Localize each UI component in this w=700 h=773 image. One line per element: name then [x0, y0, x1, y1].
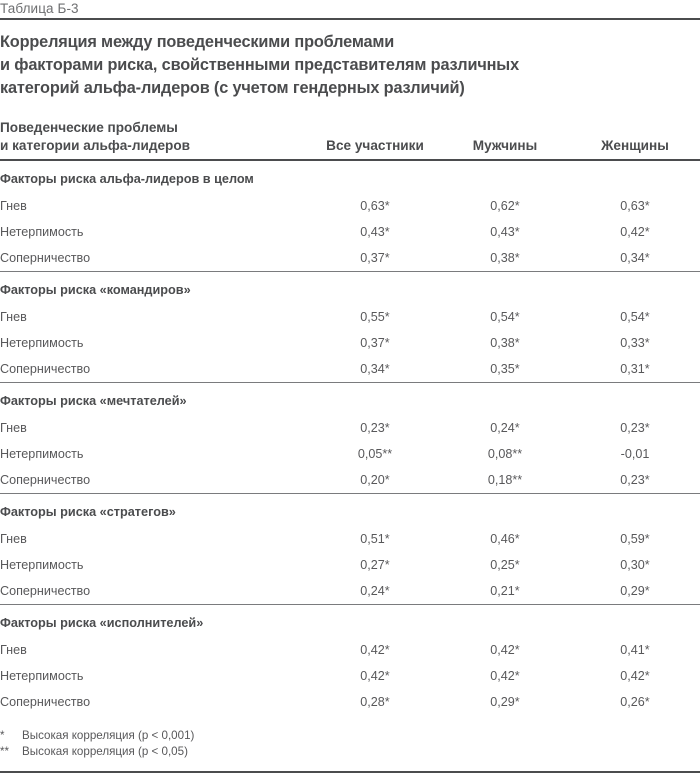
table-row	[0, 467, 700, 493]
row-label: Гнев	[0, 420, 27, 435]
section-title-row	[0, 160, 700, 193]
cell-women: 0,42*	[620, 224, 650, 239]
footnote-text: Высокая корреляция (p < 0,05)	[22, 745, 188, 759]
row-label: Соперничество	[0, 694, 91, 709]
column-header-women: Женщины	[570, 119, 700, 160]
table-row	[0, 330, 700, 356]
cell-all: 0,43*	[360, 224, 390, 239]
row-label: Нетерпимость	[0, 446, 84, 461]
cell-all: 0,51*	[360, 531, 390, 546]
cell-men: 0,62*	[490, 198, 520, 213]
row-label: Гнев	[0, 642, 27, 657]
section-title-row	[0, 604, 700, 637]
table-row	[0, 245, 700, 271]
page-title-line-1: Корреляция между поведенческими проблемами	[0, 33, 395, 51]
cell-women: 0,29*	[620, 583, 650, 598]
cell-all: 0,42*	[360, 642, 390, 657]
cell-women: 0,23*	[620, 420, 650, 435]
table-row	[0, 578, 700, 604]
section-title: Факторы риска «исполнителей»	[0, 615, 204, 630]
cell-women: 0,41*	[620, 642, 650, 657]
table-row	[0, 356, 700, 382]
cell-all: 0,55*	[360, 309, 390, 324]
section-title: Факторы риска «стратегов»	[0, 504, 176, 519]
cell-women: 0,54*	[620, 309, 650, 324]
cell-men: 0,18**	[487, 472, 523, 487]
cell-men: 0,21*	[490, 583, 520, 598]
row-label: Нетерпимость	[0, 224, 84, 239]
table-row	[0, 552, 700, 578]
cell-men: 0,42*	[490, 668, 520, 683]
top-rule	[0, 18, 700, 20]
cell-women: -0,01	[620, 446, 650, 461]
section-title-row	[0, 493, 700, 526]
cell-all: 0,27*	[360, 557, 390, 572]
row-label: Соперничество	[0, 361, 91, 376]
cell-men: 0,08**	[487, 446, 523, 461]
cell-all: 0,24*	[360, 583, 390, 598]
table-header-row	[0, 119, 700, 160]
cell-men: 0,35*	[490, 361, 520, 376]
bottom-rule	[0, 771, 700, 773]
cell-women: 0,63*	[620, 198, 650, 213]
cell-women: 0,42*	[620, 668, 650, 683]
cell-men: 0,38*	[490, 250, 520, 265]
column-header-label-line-2: и категории альфа-лидеров	[0, 138, 190, 154]
cell-women: 0,33*	[620, 335, 650, 350]
cell-women: 0,34*	[620, 250, 650, 265]
table-row	[0, 526, 700, 552]
cell-all: 0,34*	[360, 361, 390, 376]
column-header-all-participants: Все участники	[310, 119, 440, 160]
correlation-table	[0, 119, 700, 715]
column-header-men: Мужчины	[440, 119, 570, 160]
footnote-mark: *	[0, 728, 5, 742]
column-header-label-line-1: Поведенческие проблемы	[0, 119, 178, 135]
page-title-line-2: и факторами риска, свойственными представителям различных	[0, 56, 519, 75]
table-number: Таблица Б-3	[0, 1, 79, 16]
cell-all: 0,63*	[360, 198, 390, 213]
section-title: Факторы риска альфа-лидеров в целом	[0, 171, 254, 186]
cell-women: 0,59*	[620, 531, 650, 546]
table-row	[0, 637, 700, 663]
cell-men: 0,29*	[490, 694, 520, 709]
row-label: Соперничество	[0, 472, 91, 487]
table-row	[0, 193, 700, 219]
cell-men: 0,42*	[490, 642, 520, 657]
cell-all: 0,20*	[360, 472, 390, 487]
table-row	[0, 689, 700, 715]
row-label: Нетерпимость	[0, 335, 84, 350]
table-row	[0, 441, 700, 467]
section-title: Факторы риска «командиров»	[0, 282, 191, 297]
section-title-row	[0, 382, 700, 415]
cell-men: 0,25*	[490, 557, 520, 572]
row-label: Соперничество	[0, 250, 91, 265]
cell-all: 0,37*	[360, 250, 390, 265]
cell-men: 0,38*	[490, 335, 520, 350]
cell-all: 0,42*	[360, 668, 390, 683]
cell-men: 0,24*	[490, 420, 520, 435]
section-title: Факторы риска «мечтателей»	[0, 393, 187, 408]
cell-all: 0,37*	[360, 335, 390, 350]
page-title	[0, 31, 700, 101]
page-title-line-3: категорий альфа-лидеров (с учетом гендерных различий)	[0, 79, 465, 98]
table-row	[0, 304, 700, 330]
column-header-label	[0, 119, 310, 160]
cell-men: 0,43*	[490, 224, 520, 239]
table-body	[0, 160, 700, 715]
footnotes	[0, 728, 700, 761]
row-label: Соперничество	[0, 583, 91, 598]
footnote	[0, 744, 700, 761]
table-row	[0, 219, 700, 245]
cell-women: 0,26*	[620, 694, 650, 709]
footnote	[0, 728, 700, 745]
footnote-text: Высокая корреляция (p < 0,001)	[22, 728, 195, 742]
row-label: Нетерпимость	[0, 668, 84, 683]
cell-men: 0,46*	[490, 531, 520, 546]
table-row	[0, 415, 700, 441]
footnote-mark: **	[0, 745, 10, 759]
row-label: Нетерпимость	[0, 557, 84, 572]
row-label: Гнев	[0, 531, 27, 546]
section-title-row	[0, 271, 700, 304]
cell-women: 0,23*	[620, 472, 650, 487]
row-label: Гнев	[0, 198, 27, 213]
cell-all: 0,05**	[357, 446, 393, 461]
cell-women: 0,31*	[620, 361, 650, 376]
cell-all: 0,23*	[360, 420, 390, 435]
cell-men: 0,54*	[490, 309, 520, 324]
cell-women: 0,30*	[620, 557, 650, 572]
row-label: Гнев	[0, 309, 27, 324]
table-row	[0, 663, 700, 689]
cell-all: 0,28*	[360, 694, 390, 709]
